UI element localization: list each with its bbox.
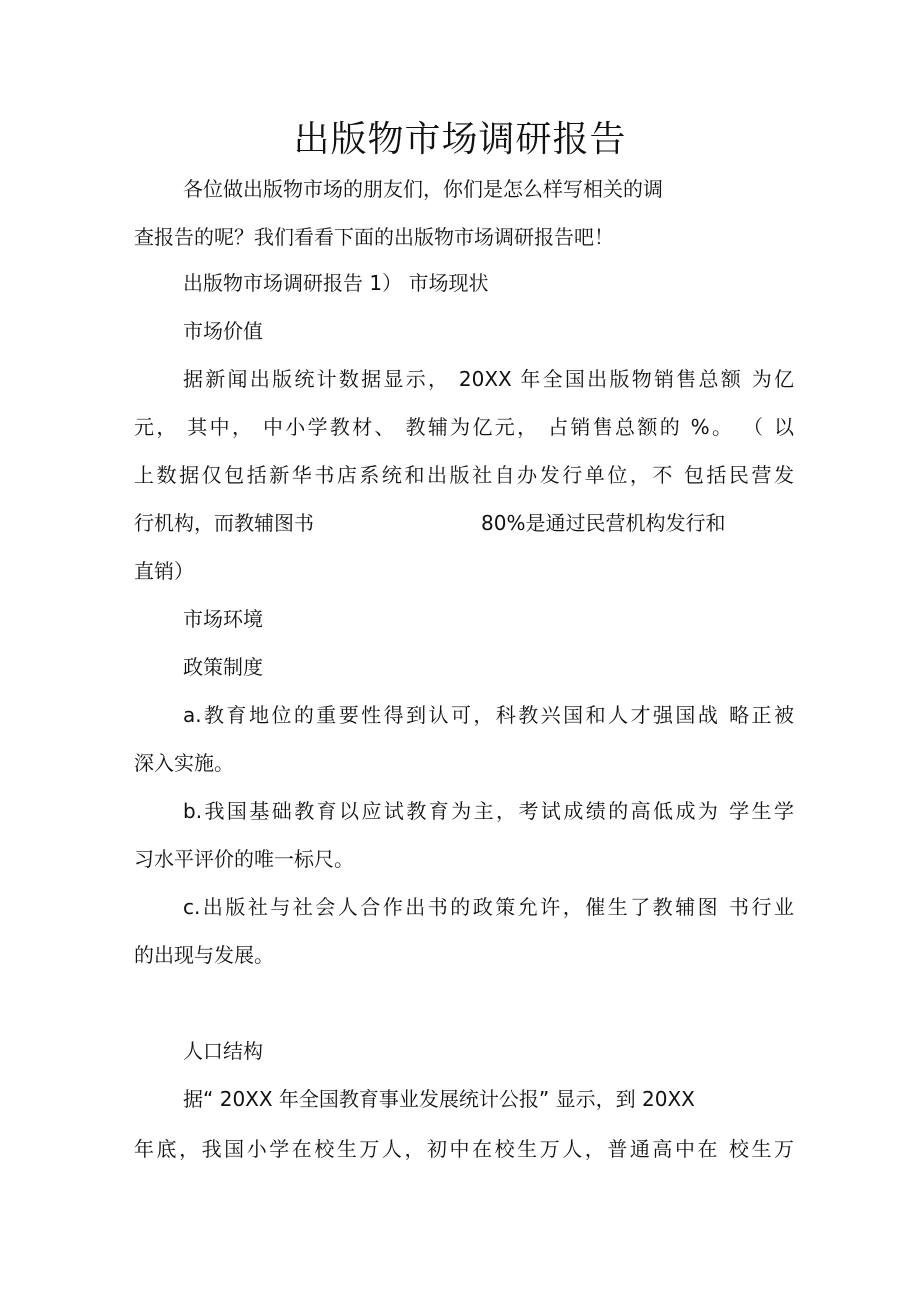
- subsection-heading: 市场价值: [183, 319, 263, 343]
- paragraph-line: 元， 其中， 中小学教材、 教辅为亿元， 占销售总额的 %。 （ 以: [134, 415, 794, 439]
- list-item-line: 的出现与发展。: [134, 943, 274, 967]
- paragraph-line: 据“ 20XX 年全国教育事业发展统计公报” 显示，到 20XX: [183, 1087, 695, 1111]
- subsection-heading: 人口结构: [183, 1039, 263, 1063]
- paragraph-line: 直销）: [134, 559, 194, 583]
- list-item-line: 习水平评价的唯一标尺。: [134, 847, 354, 871]
- paragraph-line: 80%是通过民营机构发行和: [481, 511, 726, 535]
- paragraph-line: 行机构，而教辅图书: [134, 511, 314, 535]
- paragraph-line: 查报告的呢？我们看看下面的出版物市场调研报告吧！: [134, 225, 614, 249]
- paragraph-line: 各位做出版物市场的朋友们，你们是怎么样写相关的调: [183, 177, 663, 201]
- list-item-line: b.我国基础教育以应试教育为主，考试成绩的高低成为 学生学: [183, 799, 794, 823]
- paragraph-line: 年底，我国小学在校生万人，初中在校生万人，普通高中在 校生万: [134, 1137, 794, 1161]
- list-item-line: c.出版社与社会人合作出书的政策允许，催生了教辅图 书行业: [183, 895, 794, 919]
- section-heading: 出版物市场调研报告 1） 市场现状: [183, 271, 489, 295]
- document-title: 出版物市场调研报告: [293, 119, 627, 160]
- subsection-heading: 市场环境: [183, 607, 263, 631]
- list-item-line: a.教育地位的重要性得到认可，科教兴国和人才强国战 略正被: [183, 703, 794, 727]
- subsection-heading: 政策制度: [183, 655, 263, 679]
- list-item-line: 深入实施。: [134, 751, 234, 775]
- paragraph-line: 上数据仅包括新华书店系统和出版社自办发行单位，不 包括民营发: [134, 463, 794, 487]
- paragraph-line: 据新闻出版统计数据显示， 20XX 年全国出版物销售总额 为亿: [183, 367, 794, 391]
